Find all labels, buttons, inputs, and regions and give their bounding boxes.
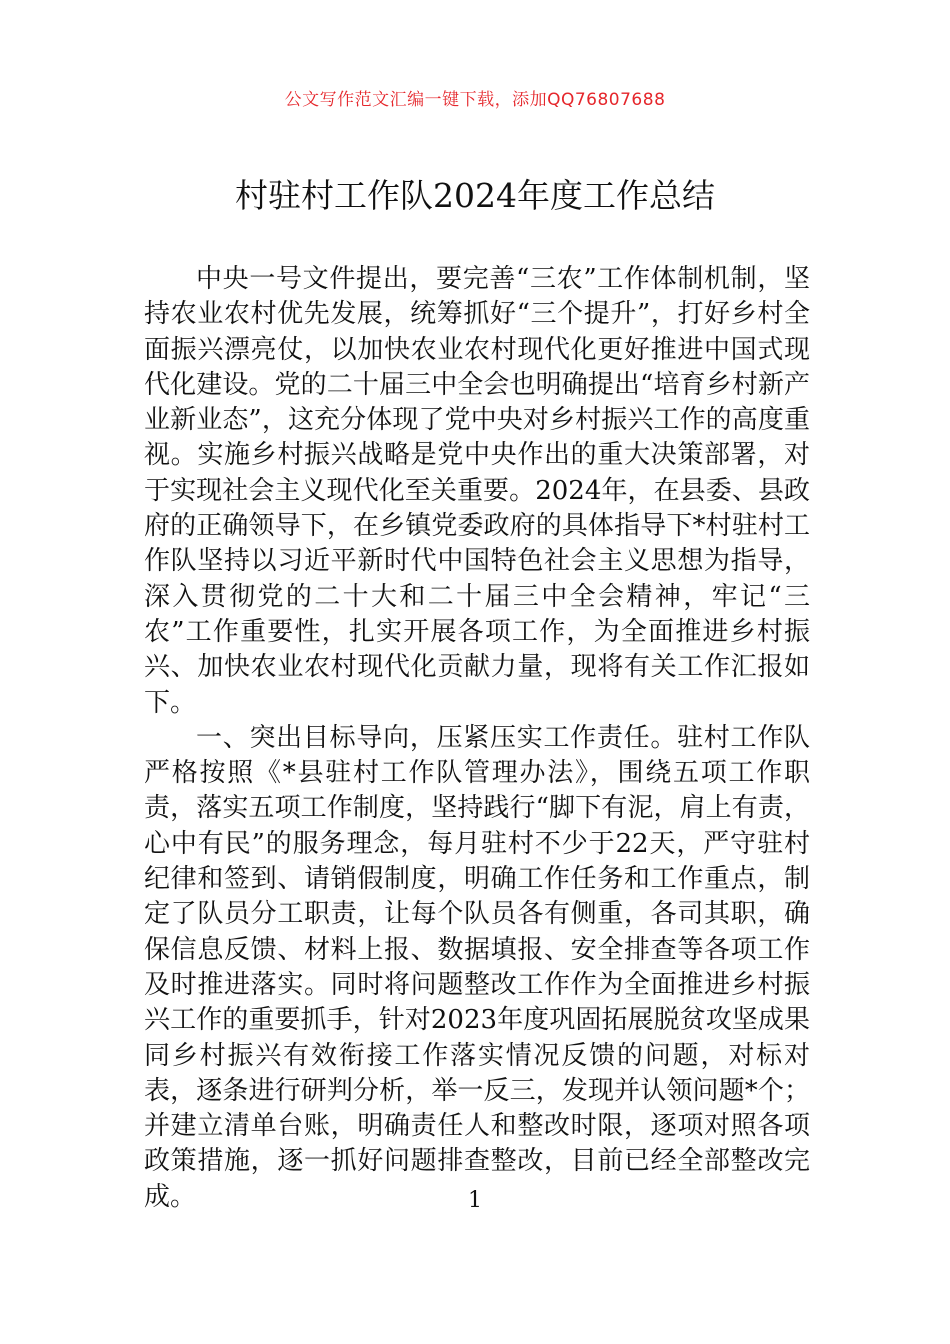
document-body xyxy=(144,262,810,1215)
section-one-paragraph: 一、突出目标导向，压紧压实工作责任。驻村工作队严格按照《*县驻村工作队管理办法》，围绕五项工作职责，落实五项工作制度，坚持践行“脚下有泥，肩上有责，心中有民”的服务理念，每月驻村不少于22天，严守驻村纪律和签到、请销假制度，明确工作任务和工作重点，制定了队员分工职责，让每个队员各有侧重，各司其职，确保信息反馈、材料上报、数据填报、安全排查等各项工作及时推进落实。同时将问题整改工作作为全面推进乡村振兴工作的重要抓手，针对2023年度巩固拓展脱贫攻坚成果同乡村振兴有效衔接工作落实情况反馈的问题，对标对表，逐条进行研判分析，举一反三，发现并认领问题*个；并建立清单台账，明确责任人和整改时限，逐项对照各项政策措施，逐一抓好问题排查整改，目前已经全部整改完成。 xyxy=(144,722,810,1212)
intro-paragraph: 中央一号文件提出，要完善“三农”工作体制机制，坚持农业农村优先发展，统筹抓好“三个提升”，打好乡村全面振兴漂亮仗，以加快农业农村现代化更好推进中国式现代化建设。党的二十届三中全会也明确提出“培育乡村新产业新业态”，这充分体现了党中央对乡村振兴工作的高度重视。实施乡村振兴战略是党中央作出的重大决策部署，对于实现社会主义现代化至关重要。2024年，在县委、县政府的正确领导下，在乡镇党委政府的具体指导下*村驻村工作队坚持以习近平新时代中国特色社会主义思想为指导，深入贯彻党的二十大和二十届三中全会精神，牢记“三农”工作重要性，扎实开展各项工作，为全面推进乡村振兴、加快农业农村现代化贡献力量，现将有关工作汇报如下。 xyxy=(144,264,810,718)
document-title: 村驻村工作队2024年度工作总结 xyxy=(235,176,715,215)
download-banner: 公文写作范文汇编一键下载，添加QQ76807688 xyxy=(284,90,666,110)
page-number: 1 xyxy=(468,1188,482,1213)
